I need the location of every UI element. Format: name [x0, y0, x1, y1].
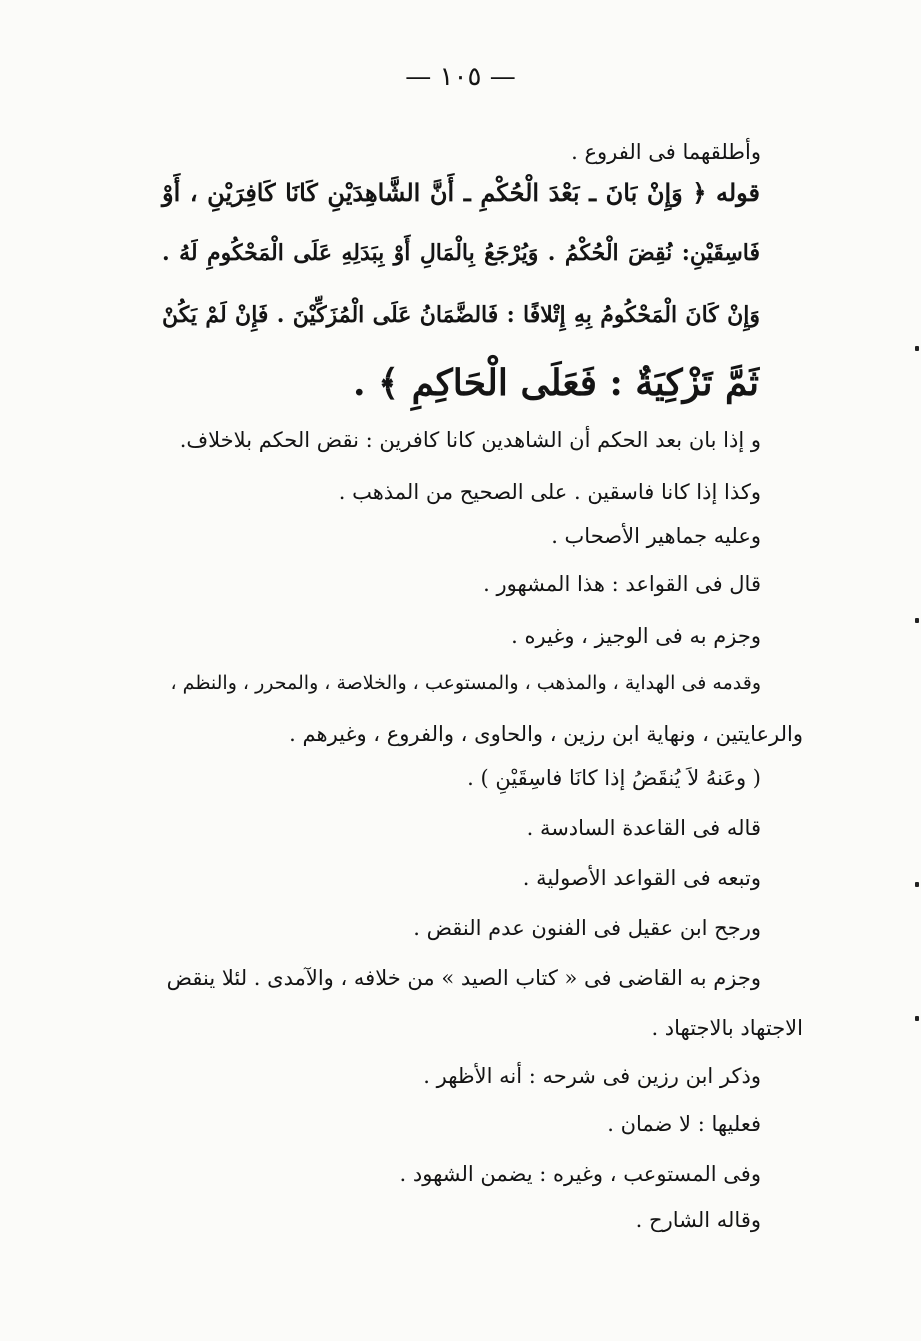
text-line: والرعايتين ، ونهاية ابن رزين ، والحاوى ، والفروع ، وغيرهم . [289, 722, 803, 746]
scan-speck [915, 882, 919, 887]
quoted-text-line: فَاسِقَيْنِ: نُقِضَ الْحُكْمُ . وَيُرْجَعُ بِالْمَالِ أَوْ بِبَدَلِهِ عَلَى الْمَحْكُومِ لَهُ . [162, 240, 760, 266]
quoted-text-line: ثَمَّ تَزْكِيَةٌ : فَعَلَى الْحَاكِمِ ﴾ . [352, 362, 759, 404]
text-line: الاجتهاد بالاجتهاد . [651, 1016, 803, 1040]
quoted-text-line: قوله ﴿ وَإِنْ بَانَ ـ بَعْدَ الْحُكْمِ ـ أَنَّ الشَّاهِدَيْنِ كَانَا كَافِرَيْنِ ، أَوْ [162, 178, 760, 207]
page-number: — ١٠٥ — [405, 62, 516, 92]
text-line: ( وعَنهُ لاَ يُنقَضُ إذا كانَا فاسِقَيْنِ ) . [467, 766, 761, 790]
text-line: فعليها : لا ضمان . [607, 1112, 761, 1136]
quoted-text-line: وَإِنْ كَانَ الْمَحْكُومُ بِهِ إِتْلافًا : فَالضَّمَانُ عَلَى الْمُزَكِّيْنَ . فَإِنْ لَمْ يَكُنْ [162, 302, 760, 328]
text-line: وذكر ابن رزين فى شرحه : أنه الأظهر . [423, 1064, 761, 1088]
text-line: و إذا بان بعد الحكم أن الشاهدين كانا كافرين : نقض الحكم بلاخلاف. [179, 428, 761, 452]
text-line: وكذا إذا كانا فاسقين . على الصحيح من المذهب . [338, 480, 761, 504]
text-line: وقدمه فى الهداية ، والمذهب ، والمستوعب ، والخلاصة ، والمحرر ، والنظم ، [170, 672, 761, 694]
text-line: وأطلقهما فى الفروع . [571, 140, 761, 164]
text-line: وقاله الشارح . [635, 1208, 761, 1232]
text-line: ورجح ابن عقيل فى الفنون عدم النقض . [413, 916, 761, 940]
scan-speck [915, 1016, 919, 1021]
text-line: وجزم به القاضى فى « كتاب الصيد » من خلافه ، والآمدى . لئلا ينقض [166, 966, 761, 990]
text-line: وعليه جماهير الأصحاب . [551, 524, 761, 548]
text-line: وفى المستوعب ، وغيره : يضمن الشهود . [399, 1162, 761, 1186]
text-line: قال فى القواعد : هذا المشهور . [483, 572, 761, 596]
text-line: قاله فى القاعدة السادسة . [526, 816, 761, 840]
text-line: وتبعه فى القواعد الأصولية . [522, 866, 761, 890]
scan-speck [915, 618, 919, 623]
text-line: وجزم به فى الوجيز ، وغيره . [511, 624, 761, 648]
scan-speck [915, 346, 919, 351]
